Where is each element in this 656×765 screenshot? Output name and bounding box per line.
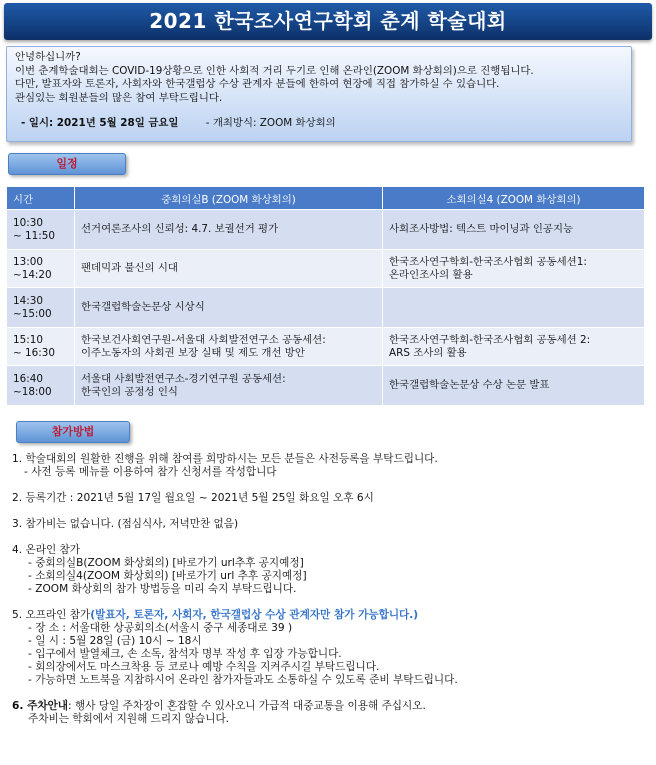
schedule-header-row	[7, 187, 645, 210]
online-link-room-b: - 중회의실B(ZOOM 화상회의) [바로가기 url추후 공지예정]	[28, 557, 304, 569]
guide-item-offline: 5. 오프라인 참가(발표자, 토론자, 사회자, 한국갤럽상 수상 관계자만 참가 가능합니다.) - 장 소 : 서울대한 상공회의소(서울시 중구 세종대로 39 ) - 일 시 : 5월 28일 (금) 10시 ~ 18시 - 입구에서 발열체크, 손 소독, 참석자 명부 작성 후 입장 가능합니다. - 회의장에서도 마스크착용 등 코로나 예방 수칙을 지켜주시길 부탁드립니다. - 가능하면 노트북을 지참하시어 온라인 참가자들과도 소통하실 수 있도록 준비 부탁드립니다.	[12, 609, 458, 686]
schedule-row	[7, 288, 645, 328]
schedule-row	[7, 210, 645, 250]
header-time: 시간	[7, 187, 75, 210]
room-b-session: 선거여론조사의 신뢰성: 4.7. 보궐선거 평가	[75, 210, 383, 250]
room-b-session: 한국갤럽학술논문상 시상식	[75, 288, 383, 328]
howto-section-label: 참가방법	[16, 421, 130, 443]
intro-line-online: 이번 춘계학술대회는 COVID-19상황으로 인한 사회적 거리 두기로 인해 온라인(ZOOM 화상회의)으로 진행됩니다.	[15, 64, 534, 77]
schedule-row	[7, 366, 645, 406]
room-4-session	[383, 288, 645, 328]
header-room-b: 중회의실B (ZOOM 화상회의)	[75, 187, 383, 210]
schedule-section-label: 일정	[8, 153, 126, 175]
guide-item-registration: 1. 학술대회의 원활한 진행을 위해 참여를 희망하시는 모든 분들은 사전등록을 부탁드립니다. - 사전 등록 메뉴를 이용하여 참가 신청서를 작성합니다	[12, 453, 438, 478]
event-method: - 개최방식: ZOOM 화상회의	[205, 117, 336, 129]
room-4-session: 한국조사연구학회-한국조사협회 공동세션1: 온라인조사의 활용	[383, 250, 645, 288]
schedule-table	[6, 186, 645, 406]
intro-line-invite: 관심있는 회원분들의 많은 참여 부탁드립니다.	[15, 91, 223, 104]
greeting: 안녕하십니까?	[15, 51, 81, 63]
room-b-session: 서울대 사회발전연구소-경기연구원 공동세션: 한국인의 공정성 인식	[75, 366, 383, 406]
room-4-session: 사회조사방법: 텍스트 마이닝과 인공지능	[383, 210, 645, 250]
guide-item-parking: 6. 주차안내: 행사 당일 주차장이 혼잡할 수 있사오니 가급적 대중교통을 이용해 주십시오. 주차비는 학회에서 지원해 드리지 않습니다.	[12, 700, 426, 725]
time-cell: 16:40 ~18:00	[7, 366, 75, 406]
event-meta	[15, 117, 623, 131]
room-4-session: 한국조사연구학회-한국조사협회 공동세션 2: ARS 조사의 활용	[383, 328, 645, 366]
room-b-session: 한국보건사회연구원-서울대 사회발전연구소 공동세션: 이주노동자의 사회권 보장 실태 및 제도 개선 방안	[75, 328, 383, 366]
time-cell: 13:00 ~14:20	[7, 250, 75, 288]
intro-line-onsite: 다만, 발표자와 토론자, 사회자와 한국갤럽상 수상 관계자 분들에 한하여 현장에 직접 참가하실 수 있습니다.	[15, 78, 500, 90]
schedule-row	[7, 250, 645, 288]
time-cell: 15:10 ~ 16:30	[7, 328, 75, 366]
event-title-banner: 2021 한국조사연구학회 춘계 학술대회	[4, 3, 652, 40]
guide-item-period: 2. 등록기간 : 2021년 5월 17일 월요일 ~ 2021년 5월 25일 화요일 오후 6시	[12, 492, 374, 504]
schedule-row	[7, 328, 645, 366]
room-4-session: 한국갤럽학술논문상 수상 논문 발표	[383, 366, 645, 406]
offline-eligibility-note: (발표자, 토론자, 사회자, 한국갤럽상 수상 관계자만 참가 가능합니다.)	[90, 609, 419, 621]
intro-box	[6, 46, 632, 142]
guide-item-online: 4. 온라인 참가 - 중회의실B(ZOOM 화상회의) [바로가기 url추후 공지예정] - 소회의실4(ZOOM 화상회의) [바로가기 url 추후 공지예정] - ZOOM 화상회의 참가 방법등을 미리 숙지 부탁드립니다.	[12, 544, 642, 596]
header-room-4: 소회의실4 (ZOOM 화상회의)	[383, 187, 645, 210]
participation-guide	[12, 453, 642, 739]
time-cell: 14:30 ~15:00	[7, 288, 75, 328]
room-b-session: 팬데믹과 불신의 시대	[75, 250, 383, 288]
event-date: - 일시: 2021년 5월 28일 금요일	[21, 117, 179, 129]
online-link-room-4: - 소회의실4(ZOOM 화상회의) [바로가기 url 추후 공지예정]	[28, 570, 307, 582]
guide-item-fee: 3. 참가비는 없습니다. (점심식사, 저녁만찬 없음)	[12, 518, 239, 530]
time-cell: 10:30 ~ 11:50	[7, 210, 75, 250]
